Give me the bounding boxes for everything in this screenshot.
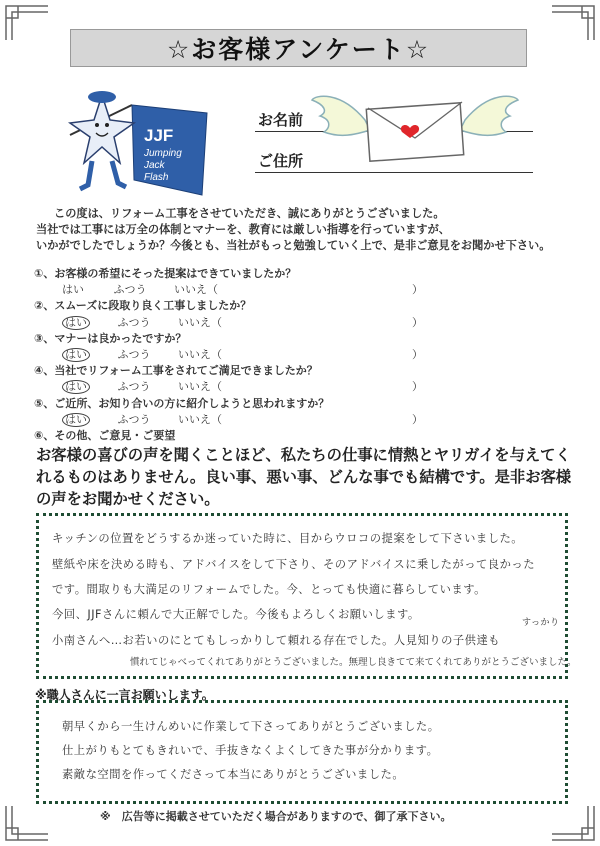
answer-no[interactable]: いいえ（ <box>178 315 222 329</box>
answer-yes-circled[interactable]: はい <box>62 413 90 427</box>
answer-close-paren: ） <box>412 283 423 297</box>
intro-line: いかがでしたでしょうか？今後とも、当社がもっと勉強していく上で、是非ご意見をお聞かせ下さい。 <box>36 239 551 252</box>
answer-yes[interactable]: はい <box>62 283 84 297</box>
request-message: お客様の喜びの声を聞くことほど、私たちの仕事に情熱とヤリガイを与えてくれるものはありません。良い事、悪い事、どんな事でも結構です。是非お客様の声をお聞かせください。 <box>36 446 572 508</box>
intro-line: 当社では工事には万全の体制とマナーを、教育には厳しい指導を行っていますが、 <box>36 223 450 236</box>
question-text: ①、お客様の希望にそった提案はできていましたか？ <box>34 267 297 280</box>
question-4 <box>34 363 554 395</box>
answer-yes-circled[interactable]: はい <box>62 348 90 362</box>
logo-jjf-text: JJF <box>144 126 174 145</box>
question-3 <box>34 331 554 363</box>
craft-comment-line-1: 朝早くから一生けんめいに作業して下さってありがとうございました。 <box>62 720 440 733</box>
answer-yes-circled[interactable]: はい <box>62 380 90 394</box>
answer-yes-circled[interactable]: はい <box>62 316 90 330</box>
comment-line-5: 小南さんへ…お若いのにとてもしっかりして頼れる存在でした。人見知りの子供達も <box>52 634 501 647</box>
winged-envelope-icon <box>310 80 520 170</box>
corner-ornament-bottom-right <box>550 804 596 842</box>
answer-no[interactable]: いいえ（ <box>178 380 222 394</box>
comment-line-3: です。間取りも大満足のリフォームでした。今、とっても快適に暮らしています。 <box>52 583 486 596</box>
answer-close-paren: ） <box>412 348 423 362</box>
question-5 <box>34 396 554 428</box>
logo-flash-text: Flash <box>144 172 169 183</box>
question-text: ②、スムーズに段取り良く工事しましたか？ <box>34 299 252 313</box>
name-label: お名前 <box>258 111 304 129</box>
address-label: ご住所 <box>258 152 304 170</box>
corner-ornament-bottom-left <box>4 804 50 842</box>
question-text: ④、当社でリフォーム工事をされてご満足できましたか？ <box>34 364 318 378</box>
page-title-text: ☆お客様アンケート☆ <box>166 35 431 64</box>
question-text: ③、マナーは良かったですか？ <box>34 331 187 345</box>
answer-close-paren: ） <box>412 315 423 329</box>
answer-normal[interactable]: ふつう <box>113 283 147 297</box>
footer-note: ※ 広告等に掲載させていただく場合がありますので、御了承下さい。 <box>100 810 452 823</box>
question-text: ⑤、ご近所、お知り合いの方に紹介しようと思われますか？ <box>34 396 330 410</box>
comment-line-4: 今回、JJFさんに頼んで大正解でした。今後もよろしくお願いします。 <box>52 608 420 621</box>
question-2 <box>34 298 554 330</box>
intro-text <box>36 206 576 254</box>
address-line <box>255 172 533 173</box>
answer-no[interactable]: いいえ（ <box>174 283 218 297</box>
question-6: ⑥、その他、ご意見・ご要望 <box>34 429 176 443</box>
logo-jack-text: Jack <box>144 160 165 171</box>
comment-line-1: キッチンの位置をどうするか迷っていた時に、目からウロコの提案をして下さいました。 <box>52 532 524 545</box>
craft-comment-line-3: 素敵な空間を作ってくださって本当にありがとうございました。 <box>62 768 405 781</box>
craftsman-section-title: ※職人さんに一言お願いします。 <box>35 688 214 702</box>
comment-note: すっかり <box>522 618 560 628</box>
logo-jumping-text: Jumping <box>144 148 182 159</box>
corner-ornament-top-right <box>550 4 596 42</box>
answer-close-paren: ） <box>412 380 423 394</box>
corner-ornament-top-left <box>4 4 50 42</box>
jjf-logo-mascot <box>62 85 212 200</box>
answer-normal[interactable]: ふつう <box>117 412 151 426</box>
answer-normal[interactable]: ふつう <box>117 348 151 362</box>
answer-no[interactable]: いいえ（ <box>178 348 222 362</box>
answer-normal[interactable]: ふつう <box>117 315 151 329</box>
page-title <box>70 29 527 67</box>
answer-no[interactable]: いいえ（ <box>178 412 222 426</box>
question-1 <box>34 266 554 298</box>
survey-questions <box>34 266 554 444</box>
answer-close-paren: ） <box>412 412 423 426</box>
answer-normal[interactable]: ふつう <box>117 380 151 394</box>
comment-line-2: 壁紙や床を決める時も、アドバイスをして下さり、そのアドバイスに乗したがって良かった <box>52 558 535 571</box>
intro-line: この度は、リフォーム工事をさせていただき、誠にありがとうございました。 <box>54 207 445 220</box>
craft-comment-line-2: 仕上がりもとてもきれいで、手抜きなくよくしてきた事が分かります。 <box>62 744 439 757</box>
comment-line-6: 慣れてじゃべってくれてありがとうございました。無理し良きてて来てくれてありがとうございました。 <box>130 657 577 668</box>
